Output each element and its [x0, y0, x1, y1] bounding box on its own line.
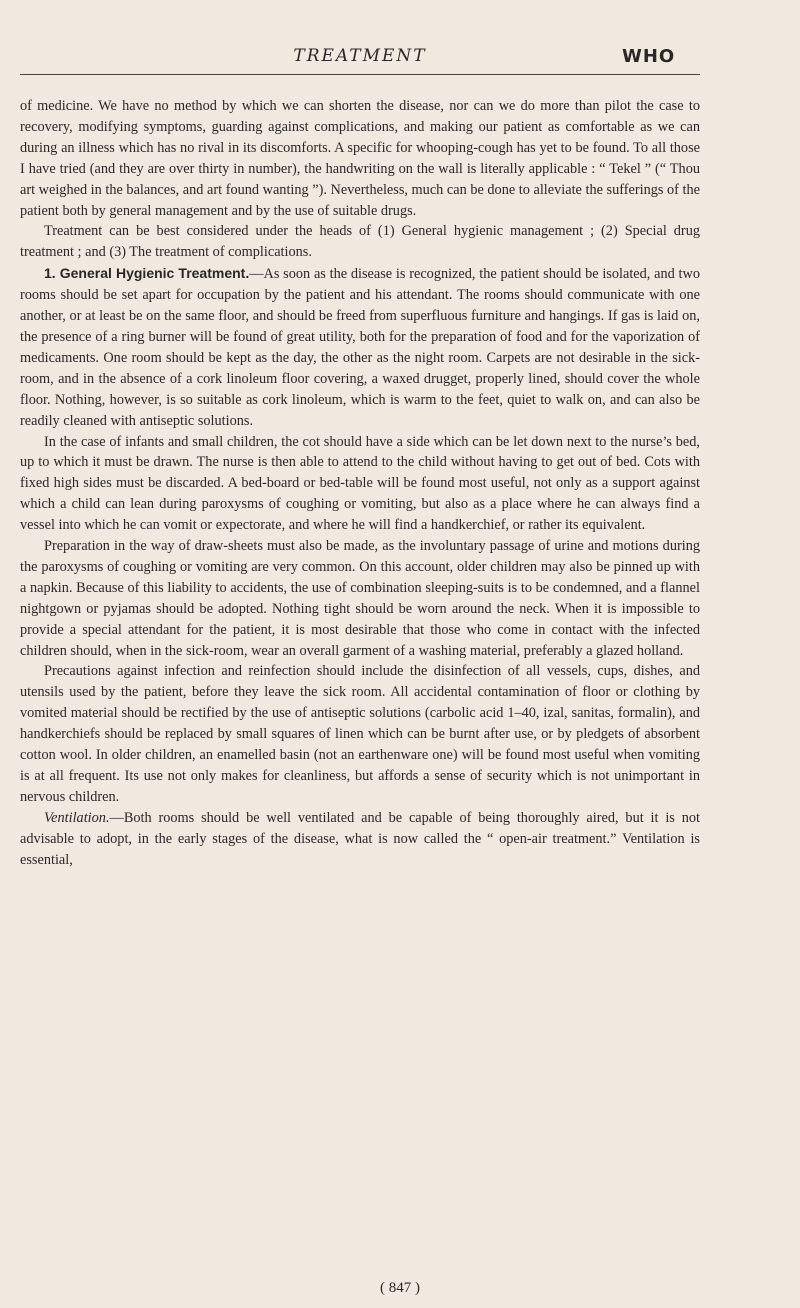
- paragraph-text: —As soon as the disease is recognized, the patient should be isolated, and two rooms should be set apart for occupation by the patient and his attendant. The rooms should communicate with one another, or at least be on the same floor, and should be freed from superfluous furniture and hangings. If gas is laid on, the presence of a ring burner will be found of great utility, both for the preparation of food and for the vaporization of medicaments. One room should be kept as the day, the other as the night room. Carpets are not desirable in the sick-room, and in the absence of a cork linoleum floor covering, a waxed drugget, properly lined, should cover the whole floor. Nothing, however, is so suitable as cork linoleum, which is warm to the feet, quiet to walk on, and can also be readily cleaned with antiseptic solutions.: [20, 266, 700, 429]
- paragraph: Precautions against infection and reinfection should include the disinfection of all vessels, cups, dishes, and utensils used by the patient, before they leave the sick room. All accidental contamination of floor or clothing by vomited material should be rectified by the use of antiseptic solutions (carbolic acid 1–40, izal, sanitas, formalin), and handkerchiefs should be replaced by small squares of linen which can be burnt after use, or by pledgets of absorbent cotton wool. In older children, an enamelled basin (not an earthenware one) will be found most useful when vomiting is at all frequent. Its use not only makes for cleanliness, but affords a sense of security which is not unimportant in nervous children.: [20, 663, 700, 805]
- paragraph-text: —Both rooms should be well ventilated and be capable of being thoroughly aired, but it is not advisable to adopt, in the early stages of the disease, what is now called the “ open-air treatment.” Ventilation is essential,: [20, 809, 700, 868]
- paragraph: [20, 808, 700, 871]
- body-text: [20, 96, 700, 871]
- catchword: WHO: [622, 46, 676, 67]
- paragraph: [20, 263, 700, 431]
- paragraph: Preparation in the way of draw-sheets must also be made, as the involuntary passage of urine and motions during the paroxysms of coughing or vomiting are very common. On this account, older children may also be pinned up with a napkin. Because of this liability to accidents, the use of combination sleeping-suits is to be condemned, and a flannel nightgown or pyjamas should be adopted. Nothing tight should be worn around the neck. When it is impossible to provide a special attendant for the patient, it is most desirable that those who come in contact with the infected children should, when in the sick-room, wear an overall garment of a washing material, preferably a glazed holland.: [20, 538, 700, 659]
- subsection-heading: Ventilation.: [44, 809, 110, 826]
- paragraph: In the case of infants and small children, the cot should have a side which can be let down next to the nurse’s bed, up to which it must be drawn. The nurse is then able to attend to the child without having to get out of bed. Cots with fixed high sides must be discarded. A bed-board or bed-table will be found most useful, not only as a support against which a child can lean during paroxysms of coughing or vomiting, but also as a place where he can always find a vessel into which he can vomit or expectorate, and where he will find a handkerchief, or rather its equivalent.: [20, 433, 700, 534]
- section-heading: 1. General Hygienic Treatment.: [44, 265, 250, 282]
- paragraph: Treatment can be best considered under the heads of (1) General hygienic management ; (2) Special drug treatment ; and (3) The treatment of complications.: [20, 223, 700, 261]
- running-head: [20, 46, 700, 75]
- running-title: TREATMENT: [293, 46, 427, 66]
- paragraph: of medicine. We have no method by which we can shorten the disease, nor can we do more than pilot the case to recovery, modifying symptoms, guarding against complications, and making our patient as comfortable as we can during an illness which has no rival in its discomforts. A specific for whooping-cough has yet to be found. To all those I have tried (and they are over thirty in number), the handwriting on the wall is literally applicable : “ Tekel ” (“ Thou art weighed in the balances, and art found wanting ”). Nevertheless, much can be done to alleviate the sufferings of the patient both by general management and by the use of suitable drugs.: [20, 98, 700, 219]
- page-number: ( 847 ): [380, 1280, 420, 1296]
